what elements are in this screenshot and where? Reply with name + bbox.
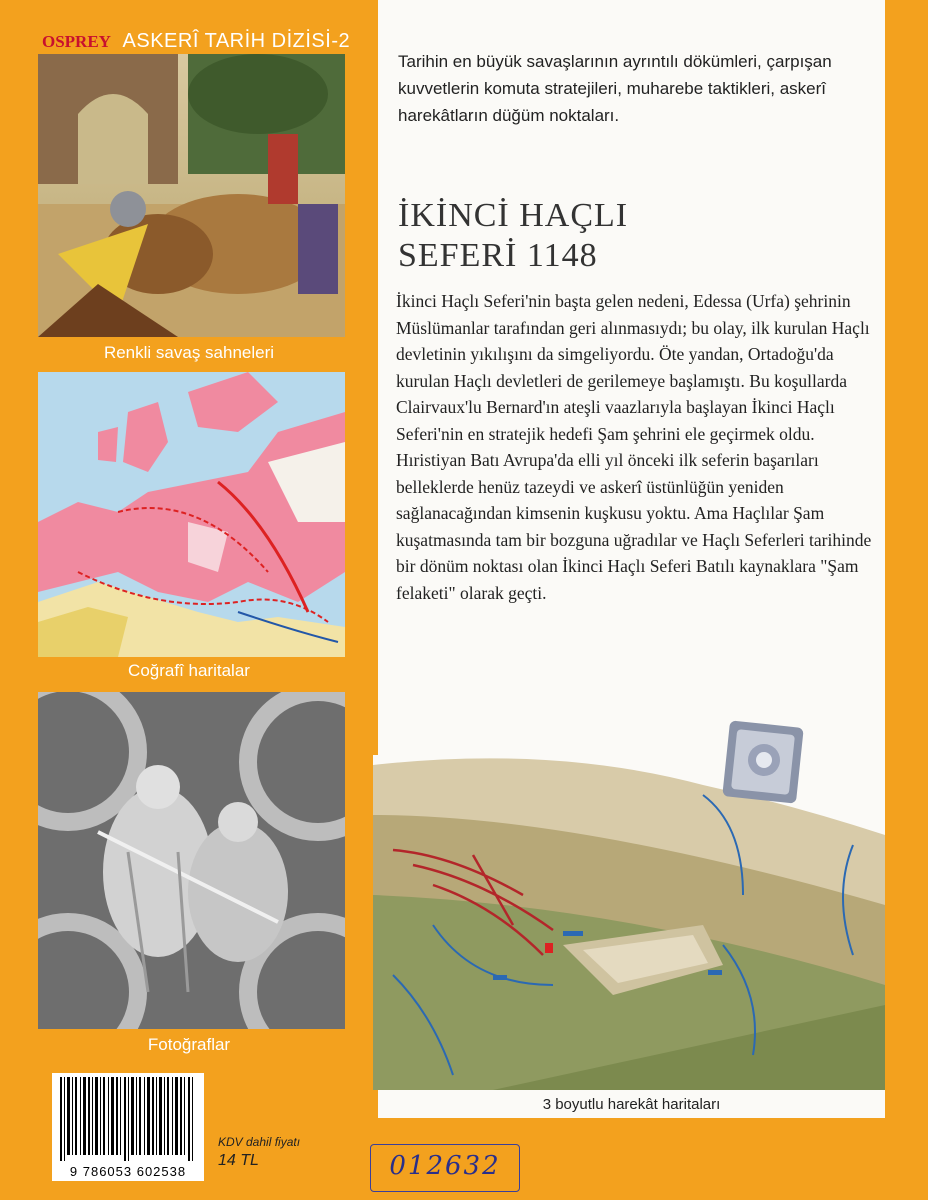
caption-battle: Renkli savaş sahneleri [103,343,275,362]
book-title [398,196,628,276]
description-text: İkinci Haçlı Seferi'nin başta gelen nedeni, Edessa (Urfa) şehrinin Müslümanlar tarafından geri alınmasıydı; bu olay, ilk kurulan Haçlı devletinin yıkılışını da simgeliyordu. Öte yandan, Ortadoğu'da kurulan Haçlı devletleri de gerilemeye başlamıştı. Bu koşullarda Clairvaux'lu Bernard'ın ateşli vaazlarıyla başlayan İkinci Haçlı Seferi'nin en stratejik hedefi Şam şehrini ele geçirmek oldu. Hıristiyan Batı Avrupa'da elli yıl önceki ilk seferin başarıları belleklerde henüz tazeydi ve askerî üstünlüğün yeniden sağlanacağından kimsenin kuşkusu yoktu. Ama Haçlılar Şam kuşatmasında tam bir bozguna uğradılar ve Haçlı Seferleri tarihinde bir dönüm noktası olan İkinci Haçlı Seferi Batılı kaynaklara "Şam felaketi" olarak geçti. [396,291,872,603]
barcode-bars [52,1073,204,1163]
book-title-line-2: SEFERİ 1148 [398,237,598,274]
right-band [885,0,928,1200]
series-header [42,30,350,53]
caption-photos: Fotoğraflar [147,1035,231,1054]
inventory-stamp [370,1144,520,1192]
price-label: KDV dahil fiyatı [218,1135,301,1149]
publisher-logo: OSPREY [42,32,111,51]
terrain-map-3d [373,755,885,1090]
inventory-number: 012632 [389,1151,501,1181]
caption-terrain: 3 boyutlu harekât haritaları [542,1096,721,1113]
isbn-number: 9 786053 602538 [69,1164,187,1179]
price-value: 14 TL [218,1152,259,1169]
barcode [52,1073,204,1181]
geographic-map [38,372,345,657]
carved-relief-photo [38,692,345,1029]
caption-maps: Coğrafî haritalar [128,661,250,680]
series-title: ASKERÎ TARİH DİZİSİ-2 [122,30,351,52]
hologram-sticker [722,720,804,804]
intro-text: Tarihin en büyük savaşlarının ayrıntılı dökümleri, çarpışan kuvvetlerin komuta stratejileri, muharebe taktikleri, askerî harekâtların düğüm noktaları. [398,52,832,125]
battle-scene-illustration [38,54,345,337]
book-title-line-1: İKİNCİ HAÇLI [398,197,629,234]
